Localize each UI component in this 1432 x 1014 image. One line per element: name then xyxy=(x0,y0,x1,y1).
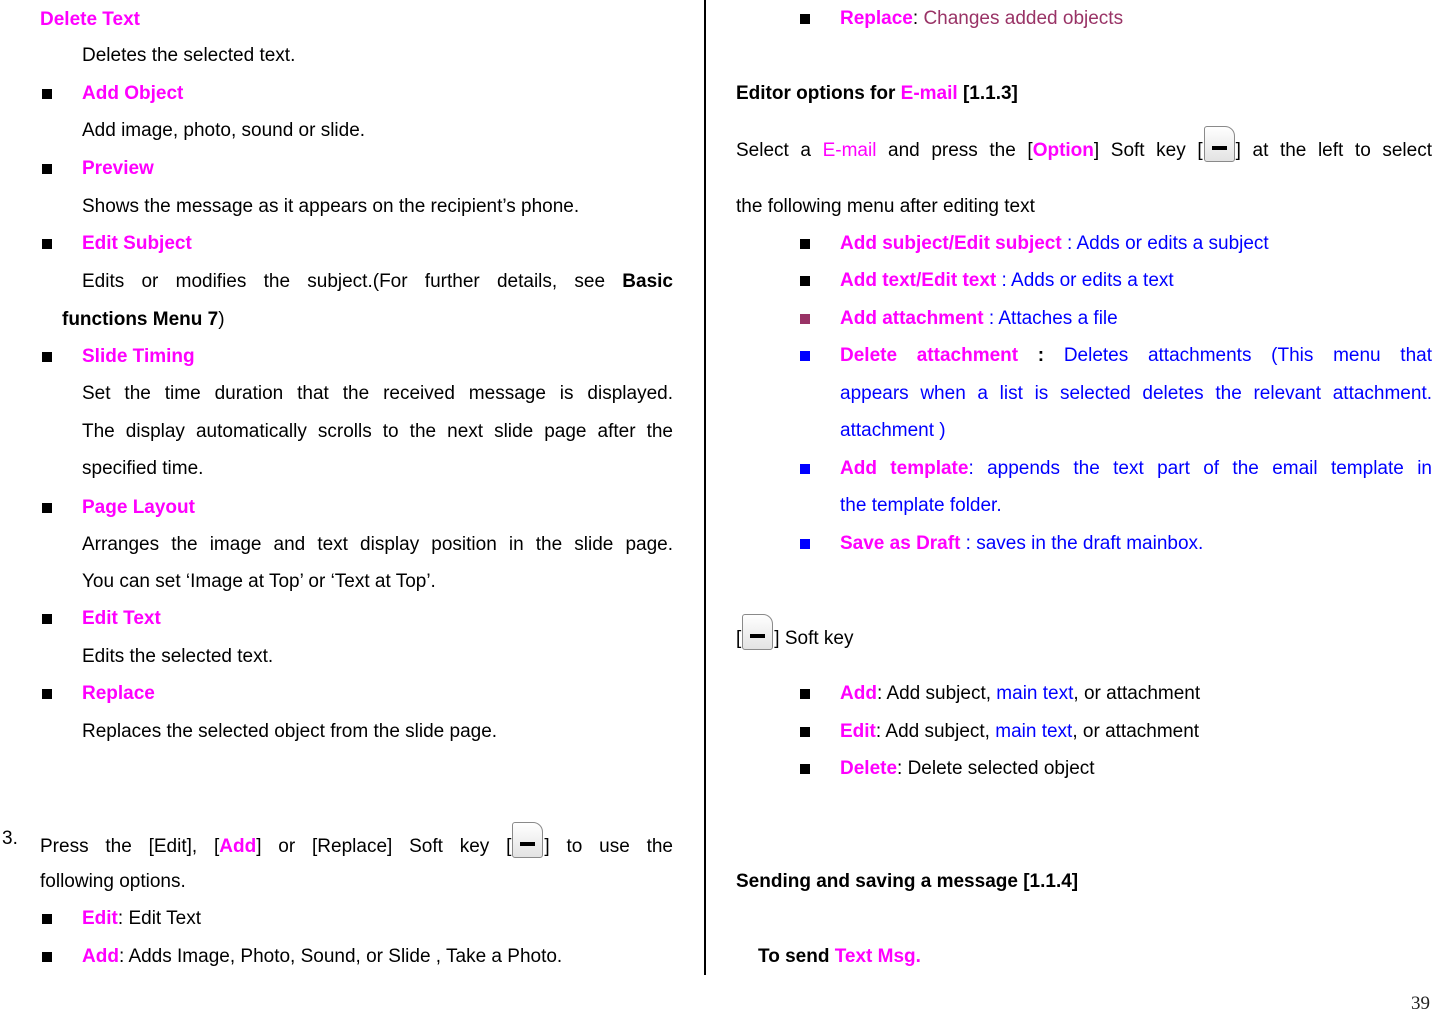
bullet-square-icon xyxy=(42,503,52,513)
preview-title: Preview xyxy=(82,158,154,179)
menu-add-attachment: Add attachment : Attaches a file xyxy=(840,308,1118,329)
bullet-square-icon xyxy=(800,727,810,737)
menu-add-template-line1: Add template: appends the text part of the email template in xyxy=(840,458,1432,479)
replace-desc: Replaces the selected object from the slide page. xyxy=(82,721,498,742)
delete-text-title: Delete Text xyxy=(40,9,140,30)
step3-line2: following options. xyxy=(40,871,186,892)
bullet-square-icon xyxy=(42,352,52,362)
column-divider xyxy=(704,0,706,975)
softkey-delete-item: Delete: Delete selected object xyxy=(840,758,1095,779)
replace-top-item: Replace: Changes added objects xyxy=(840,8,1124,29)
bullet-square-icon xyxy=(42,952,52,962)
menu-delete-attachment-line2: appears when a list is selected deletes the relevant attachment. xyxy=(840,383,1432,404)
bullet-square-icon xyxy=(42,164,52,174)
bullet-square-icon xyxy=(42,914,52,924)
menu-add-template-line2: the template folder. xyxy=(840,495,1002,516)
bullet-square-icon xyxy=(800,689,810,699)
bullet-square-icon xyxy=(42,614,52,624)
select-email-line2: the following menu after editing text xyxy=(736,196,1035,217)
bullet-square-icon xyxy=(800,14,810,24)
slide-timing-title: Slide Timing xyxy=(82,346,195,367)
bullet-square-icon xyxy=(800,276,810,286)
softkey-left-icon xyxy=(1204,126,1235,162)
edit-subject-desc: Edits or modifies the subject.(For further details, see Basic xyxy=(82,271,673,292)
bullet-square-icon xyxy=(42,689,52,699)
page-layout-line1: Arranges the image and text display position in the slide page. xyxy=(82,534,673,555)
edit-subject-title: Edit Subject xyxy=(82,233,192,254)
bullet-square-icon xyxy=(800,351,810,361)
select-email-line1: Select a E-mail and press the [Option] Soft key [ ] at the left to select xyxy=(736,126,1432,169)
delete-text-desc: Deletes the selected text. xyxy=(82,45,296,66)
softkey-edit-item: Edit: Add subject, main text, or attachment xyxy=(840,721,1200,742)
page-number: 39 xyxy=(1411,993,1430,1014)
heading-editor-options: Editor options for E-mail [1.1.3] xyxy=(736,83,1018,104)
slide-timing-line1: Set the time duration that the received message is displayed. xyxy=(82,383,673,404)
page-layout-line2: You can set ‘Image at Top’ or ‘Text at Top’. xyxy=(82,571,436,592)
edit-text-title: Edit Text xyxy=(82,608,161,629)
bullet-square-icon xyxy=(800,239,810,249)
step3-line1: Press the [Edit], [Add] or [Replace] Soft key [ ] to use the xyxy=(40,822,673,865)
softkey-add-item: Add: Add subject, main text, or attachment xyxy=(840,683,1201,704)
softkey-left-icon xyxy=(512,822,543,858)
menu-delete-attachment-line3: attachment ) xyxy=(840,420,946,441)
bullet-square-icon xyxy=(800,539,810,549)
bullet-square-icon xyxy=(42,239,52,249)
option-add: Add: Adds Image, Photo, Sound, or Slide , Take a Photo. xyxy=(82,946,563,967)
bullet-square-icon xyxy=(800,764,810,774)
edit-subject-ref: functions Menu 7) xyxy=(62,309,225,330)
menu-add-text: Add text/Edit text : Adds or edits a text xyxy=(840,270,1174,291)
softkey-left-icon xyxy=(742,614,773,650)
add-object-desc: Add image, photo, sound or slide. xyxy=(82,120,366,141)
replace-title: Replace xyxy=(82,683,155,704)
bullet-square-icon xyxy=(800,314,810,324)
to-send-text-msg: To send Text Msg. xyxy=(758,946,921,967)
heading-sending-saving: Sending and saving a message [1.1.4] xyxy=(736,871,1079,892)
preview-desc: Shows the message as it appears on the recipient’s phone. xyxy=(82,196,580,217)
menu-save-draft: Save as Draft : saves in the draft mainbox. xyxy=(840,533,1204,554)
page-layout-title: Page Layout xyxy=(82,497,195,518)
slide-timing-line2: The display automatically scrolls to the next slide page after the xyxy=(82,421,673,442)
softkey-label: [ ] Soft key xyxy=(736,614,853,657)
option-edit: Edit: Edit Text xyxy=(82,908,201,929)
menu-delete-attachment-line1: Delete attachment : Deletes attachments (This menu that xyxy=(840,345,1432,366)
menu-add-subject: Add subject/Edit subject : Adds or edits a subject xyxy=(840,233,1269,254)
add-object-title: Add Object xyxy=(82,83,184,104)
step-number: 3. xyxy=(2,828,18,849)
edit-text-desc: Edits the selected text. xyxy=(82,646,274,667)
slide-timing-line3: specified time. xyxy=(82,458,204,479)
bullet-square-icon xyxy=(800,464,810,474)
bullet-square-icon xyxy=(42,89,52,99)
